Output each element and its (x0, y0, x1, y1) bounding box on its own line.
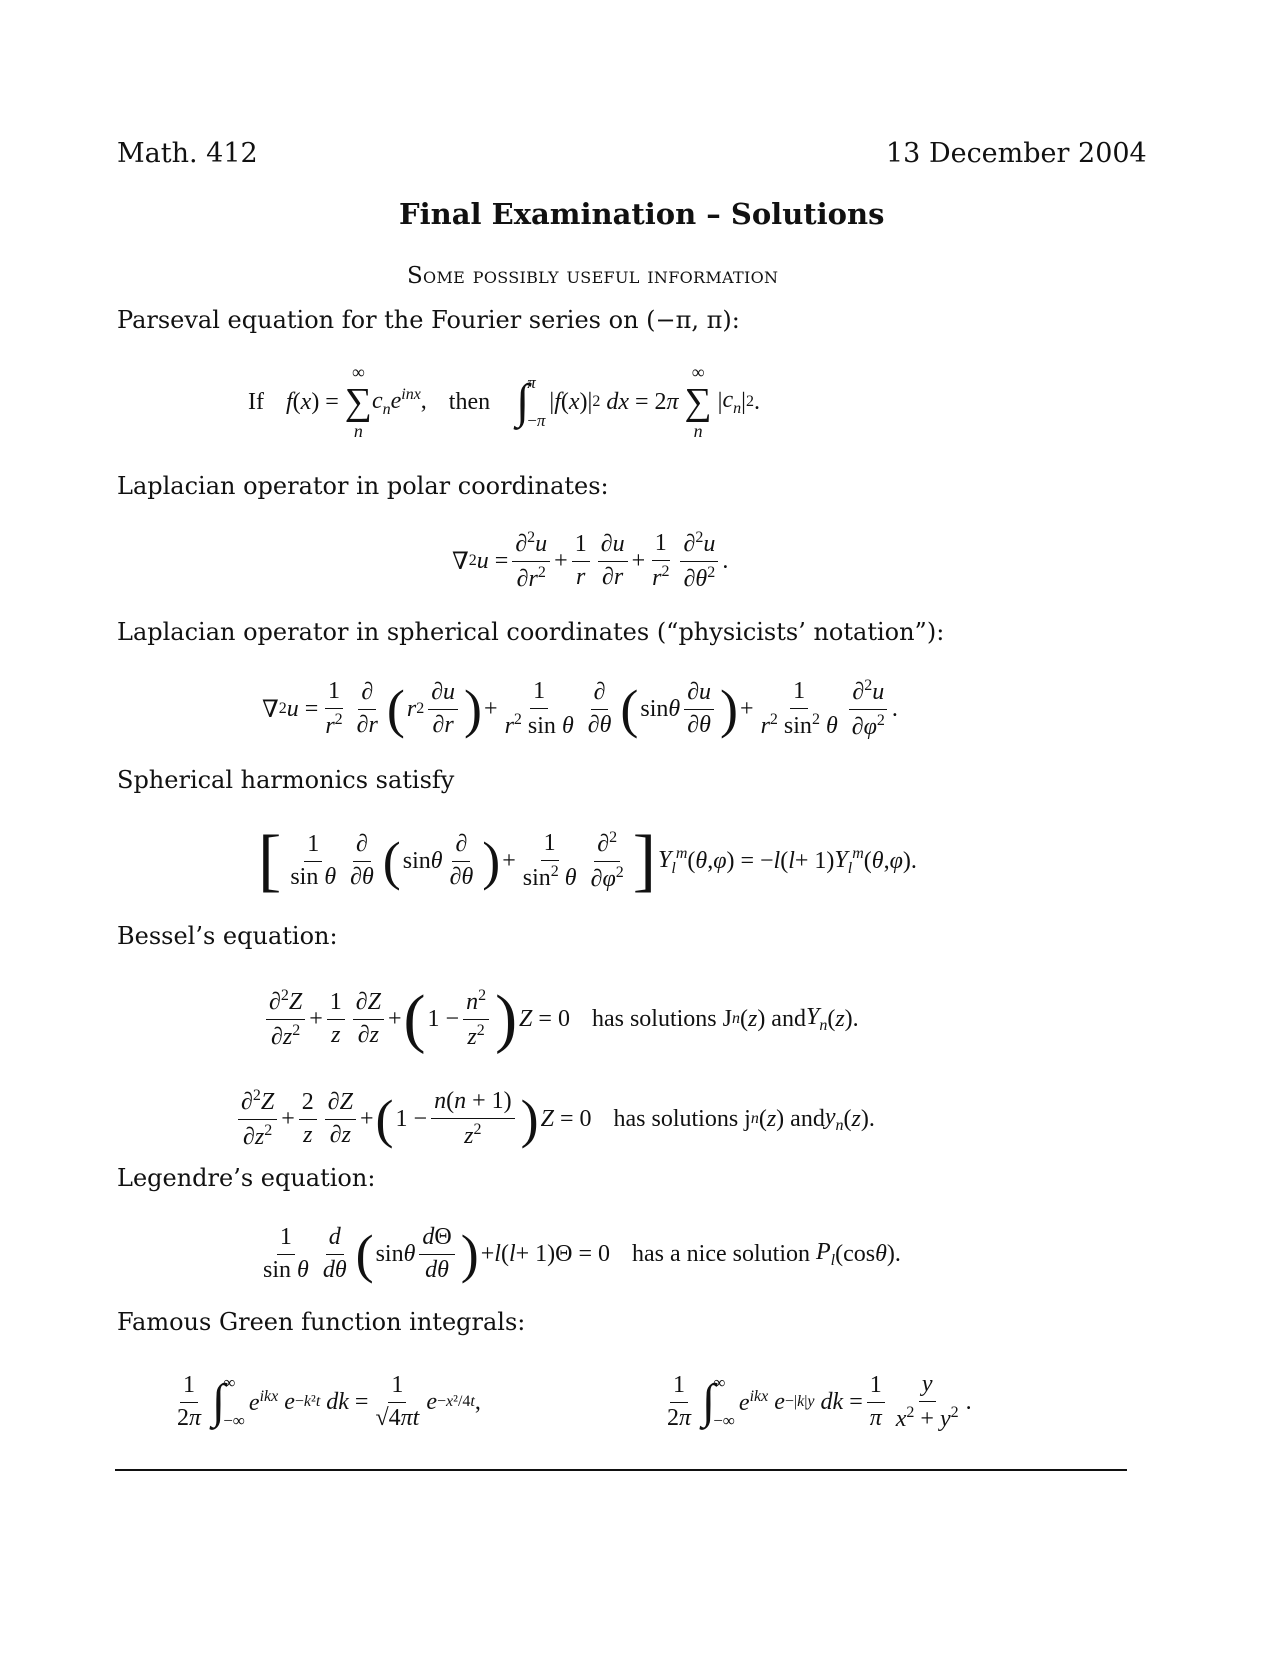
then-word: then (448, 388, 491, 415)
polar-laplacian: ∇ 2 u = $\frac{\partial^2u}{\partial r^2}$ + $\frac{1}{r}$ $\frac{\partial u}{\partial r}$ + $\frac{1}{r^2}$ $\frac{\partial^2u}{\partial\theta^2}$ . (452, 528, 729, 592)
bessel-solutions-text: has solutions J (591, 1005, 732, 1032)
green-integral-laplace: $\frac{1}{2\pi}$ ∫ ∞ −∞ $e^{ikx}$ e −|k|y dk = $\frac{1}{\pi}$ $\frac{y}{x^2 + y^2}$ . (667, 1370, 972, 1432)
spherical-bessel-equation: $\frac{\partial^2Z}{\partial z^2}$ + $\frac{2}{z}$ $\frac{\partial Z}{\partial z}$ + ( 1 − $\frac{n(n + 1)}{z^2}$ ) Z = 0 has solutions j n ( z ) and $y_n$ ( z ). (234, 1082, 875, 1156)
course-label: Math. 412 (117, 138, 258, 169)
green-integral-heat: $\frac{1}{2\pi}$ ∫ ∞ −∞ $e^{ikx}$ e −k²t dk = $\frac{1}{√4\pi t}$ e −x²/4t , (177, 1371, 481, 1431)
parseval-equation: If f ( x ) = ∞ ∑ n $c_ne^{inx}$, then ∫ π −π | f ( x )| 2 dx = 2 π ∞ ∑ n | $c_n$ | 2 . (248, 361, 760, 441)
bessel-equation: $\frac{\partial^2Z}{\partial z^2}$ + $\frac{1}{z}$ $\frac{\partial Z}{\partial z}$ + ( 1 − $\frac{n^2}{z^2}$ ) Z = 0 has solutions J n ( z ) and $Y_n$ ( z ). (262, 980, 859, 1058)
spherical-bessel-solutions-text: has solutions j (613, 1105, 751, 1132)
page-subtitle: Some possibly useful information (407, 263, 779, 289)
section-harmonics: Spherical harmonics satisfy (117, 766, 455, 794)
if-word: If (248, 388, 264, 415)
section-parseval: Parseval equation for the Fourier series on (−π, π): (117, 306, 740, 334)
spherical-laplacian: ∇ 2 u = $\frac{1}{r^2}$ $\frac{\partial}{\partial r}$ ( r 2 $\frac{\partial u}{\partial r}$ ) + $\frac{1}{r^2 \sin \theta}$ $\frac{\partial}{\partial\theta}$ ( sin θ $\frac{\partial u}{\partial\theta}$ ) + $\frac{1}{r^2 \sin^2 \theta}$ $\frac{\partial^2u}{\partial\varphi^2}$ . (262, 676, 898, 740)
legendre-equation: $\frac{1}{\text{sin θ}}$ $\frac{d}{d\theta}$ ( sin θ $\frac{d\Theta}{d\theta}$ ) + l ( l + 1)Θ = 0 has a nice solution $P_l$ (cos θ ). (263, 1223, 901, 1284)
harmonics-equation: [ $\frac{1}{\text{sin θ}}$ $\frac{\partial}{\partial\theta}$ ( sin θ $\frac{\partial}{\partial\theta}$ ) + $\frac{1}{\sin^2 \theta}$ $\frac{\partial^2}{\partial\varphi^2}$ ] $Y_l^m$ ( θ , φ ) = − l ( l + 1) $Y_l^m$ ( θ , φ ). (258, 822, 917, 899)
bottom-divider (115, 1469, 1127, 1471)
section-polar: Laplacian operator in polar coordinates: (117, 472, 609, 500)
section-green: Famous Green function integrals: (117, 1308, 526, 1336)
section-bessel: Bessel’s equation: (117, 922, 338, 950)
exam-date: 13 December 2004 (886, 138, 1147, 169)
section-legendre: Legendre’s equation: (117, 1164, 376, 1192)
legendre-solution-text: has a nice solution (632, 1240, 810, 1267)
section-spherical: Laplacian operator in spherical coordinates (“physicists’ notation”): (117, 618, 945, 646)
page-title: Final Examination – Solutions (399, 197, 885, 231)
